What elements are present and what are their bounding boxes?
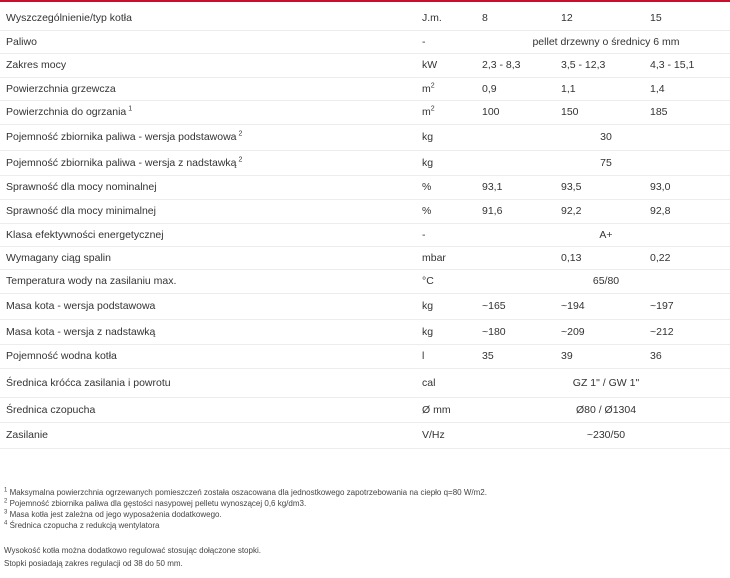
merged-value-cell: pellet drzewny o średnicy 6 mm: [532, 36, 680, 48]
unit-cell: [422, 275, 434, 287]
param-text: Pojemność zbiornika paliwa - wersja z nadstawką: [6, 157, 237, 169]
unit-cell: [422, 59, 437, 71]
value-cell: 93,5: [561, 181, 582, 193]
footnote-ref: 1: [126, 105, 133, 113]
param-name: [6, 205, 156, 217]
value-cell: 0,9: [482, 83, 497, 95]
unit-cell: [422, 326, 433, 338]
unit-cell: [422, 131, 433, 143]
merged-value-cell: 65/80: [592, 275, 620, 287]
unit-exponent: 2: [430, 82, 435, 90]
param-name: [6, 181, 157, 193]
table-row: [0, 199, 730, 224]
param-text: Zakres mocy: [6, 59, 67, 71]
unit-text: J.m.: [422, 12, 442, 24]
value-cell: 12: [561, 12, 573, 24]
value-cell: 93,0: [650, 181, 671, 193]
param-text: Średnica króćca zasilania i powrotu: [6, 377, 171, 389]
value-cell: 4,3 - 15,1: [650, 59, 695, 71]
table-row: [0, 175, 730, 200]
footnote: [4, 510, 222, 519]
param-name: [6, 59, 66, 71]
param-text: Pojemność zbiornika paliwa - wersja podstawowa: [6, 131, 237, 143]
unit-cell: [422, 377, 435, 389]
merged-value-cell: A+: [599, 229, 613, 241]
param-text: Masa kota - wersja z nadstawką: [6, 326, 156, 338]
unit-text: °C: [422, 275, 434, 287]
value-cell: ~212: [650, 326, 674, 338]
value-cell: 3,5 - 12,3: [561, 59, 606, 71]
param-name: [6, 350, 117, 362]
unit-text: cal: [422, 377, 436, 389]
footnote-text: Pojemność zbiornika paliwa dla gęstości nasypowej pelletu wynoszącej 0,6 kg/dm3.: [7, 499, 307, 508]
unit-text: kg: [422, 326, 434, 338]
note-line: Wysokość kotła można dodatkowo regulować stosując dołączone stopki.: [4, 546, 261, 555]
unit-text: m: [422, 106, 431, 118]
footnote-text: Średnica czopucha z redukcją wentylatora: [7, 521, 160, 530]
param-name: [6, 429, 48, 441]
value-cell: 92,8: [650, 205, 671, 217]
unit-cell: [422, 229, 426, 241]
unit-text: l: [422, 350, 425, 362]
footnote-ref: 2: [236, 130, 243, 138]
value-cell: ~209: [561, 326, 585, 338]
unit-text: kg: [422, 300, 434, 312]
value-cell: 39: [561, 350, 573, 362]
param-text: Temperatura wody na zasilaniu max.: [6, 275, 177, 287]
unit-cell: [422, 404, 451, 416]
unit-text: %: [422, 181, 432, 193]
table-row: [0, 100, 730, 125]
table-row: [0, 77, 730, 101]
unit-cell: [422, 106, 435, 118]
table-row: [0, 293, 730, 320]
table-row: [0, 269, 730, 294]
footnote-number: 2: [4, 498, 8, 505]
unit-text: -: [422, 229, 426, 241]
unit-cell: [422, 350, 424, 362]
table-row: [0, 344, 730, 369]
param-name: [6, 300, 155, 312]
unit-cell: [422, 181, 431, 193]
footnote: [4, 488, 487, 497]
value-cell: 15: [650, 12, 662, 24]
value-cell: 1,4: [650, 83, 665, 95]
param-text: Wymagany ciąg spalin: [6, 252, 111, 264]
param-text: Powierzchnia do ogrzania: [6, 106, 127, 118]
param-name: [6, 377, 171, 389]
unit-cell: [422, 83, 435, 95]
unit-cell: [422, 300, 433, 312]
merged-value-cell: ~230/50: [586, 429, 626, 441]
unit-text: %: [422, 205, 432, 217]
value-cell: 1,1: [561, 83, 576, 95]
value-cell: 2,3 - 8,3: [482, 59, 521, 71]
footnote: [4, 499, 306, 508]
param-text: Sprawność dla mocy nominalnej: [6, 181, 157, 193]
unit-text: mbar: [422, 252, 446, 264]
merged-value-cell: 75: [600, 157, 612, 169]
unit-cell: [422, 205, 431, 217]
param-name: [6, 36, 37, 48]
param-name: [6, 131, 242, 143]
merged-value-cell: Ø80 / Ø1304: [575, 404, 637, 416]
param-text: Średnica czopucha: [6, 404, 96, 416]
param-text: Zasilanie: [6, 429, 49, 441]
footnote-number: 3: [4, 509, 8, 516]
unit-text: Ø mm: [422, 404, 451, 416]
merged-value-cell: 30: [600, 131, 612, 143]
param-text: Powierzchnia grzewcza: [6, 83, 116, 95]
unit-cell: [422, 429, 445, 441]
unit-exponent: 2: [430, 105, 435, 113]
footnote-number: 4: [4, 520, 8, 527]
unit-cell: [422, 252, 446, 264]
unit-text: kg: [422, 157, 434, 169]
unit-text: -: [422, 36, 426, 48]
table-row: [0, 246, 730, 270]
table-row: [0, 124, 730, 151]
value-cell: ~194: [561, 300, 585, 312]
value-cell: 36: [650, 350, 662, 362]
table-row: [0, 223, 730, 247]
footnote-text: Maksymalna powierzchnia ogrzewanych pomieszczeń została oszacowana dla jednostkowego zapotrzebowania na ciepło q=80 W/m2.: [7, 488, 487, 497]
value-cell: 0,22: [650, 252, 671, 264]
param-text: Paliwo: [6, 36, 37, 48]
table-row: [0, 30, 730, 54]
table-row: [0, 53, 730, 78]
value-cell: 35: [482, 350, 494, 362]
param-name: [6, 157, 242, 169]
param-name: [6, 229, 164, 241]
unit-text: V/Hz: [422, 429, 445, 441]
param-name: [6, 12, 132, 24]
value-cell: ~165: [482, 300, 506, 312]
value-cell: 150: [561, 106, 579, 118]
footnote: [4, 521, 159, 530]
param-name: [6, 83, 116, 95]
param-name: [6, 326, 155, 338]
value-cell: 100: [482, 106, 500, 118]
table-row: [0, 150, 730, 176]
param-text: Pojemność wodna kotła: [6, 350, 117, 362]
table-row: [0, 397, 730, 423]
top-accent-line: [0, 0, 730, 2]
footnote-ref: 2: [236, 156, 243, 164]
unit-cell: [422, 12, 442, 24]
unit-cell: [422, 36, 426, 48]
unit-cell: [422, 157, 433, 169]
unit-text: kg: [422, 131, 434, 143]
value-cell: 91,6: [482, 205, 503, 217]
table-row: [0, 5, 730, 31]
value-cell: 92,2: [561, 205, 582, 217]
param-name: [6, 252, 111, 264]
value-cell: ~197: [650, 300, 674, 312]
param-text: Masa kota - wersja podstawowa: [6, 300, 156, 312]
unit-text: m: [422, 83, 431, 95]
table-row: [0, 368, 730, 398]
merged-value-cell: GZ 1" / GW 1": [572, 377, 640, 389]
param-text: Klasa efektywności energetycznej: [6, 229, 164, 241]
note-line: Stopki posiadają zakres regulacji od 38 do 50 mm.: [4, 559, 183, 568]
param-text: Sprawność dla mocy minimalnej: [6, 205, 156, 217]
value-cell: 8: [482, 12, 488, 24]
table-row: [0, 422, 730, 449]
param-name: [6, 106, 132, 118]
table-row: [0, 319, 730, 345]
footnote-number: 1: [4, 487, 8, 494]
value-cell: 185: [650, 106, 668, 118]
param-name: [6, 404, 95, 416]
footnote-text: Masa kotła jest zależna od jego wyposażenia dodatkowego.: [7, 510, 222, 519]
value-cell: 93,1: [482, 181, 503, 193]
value-cell: 0,13: [561, 252, 582, 264]
value-cell: ~180: [482, 326, 506, 338]
param-text: Wyszczególnienie/typ kotła: [6, 12, 132, 24]
unit-text: kW: [422, 59, 438, 71]
param-name: [6, 275, 176, 287]
